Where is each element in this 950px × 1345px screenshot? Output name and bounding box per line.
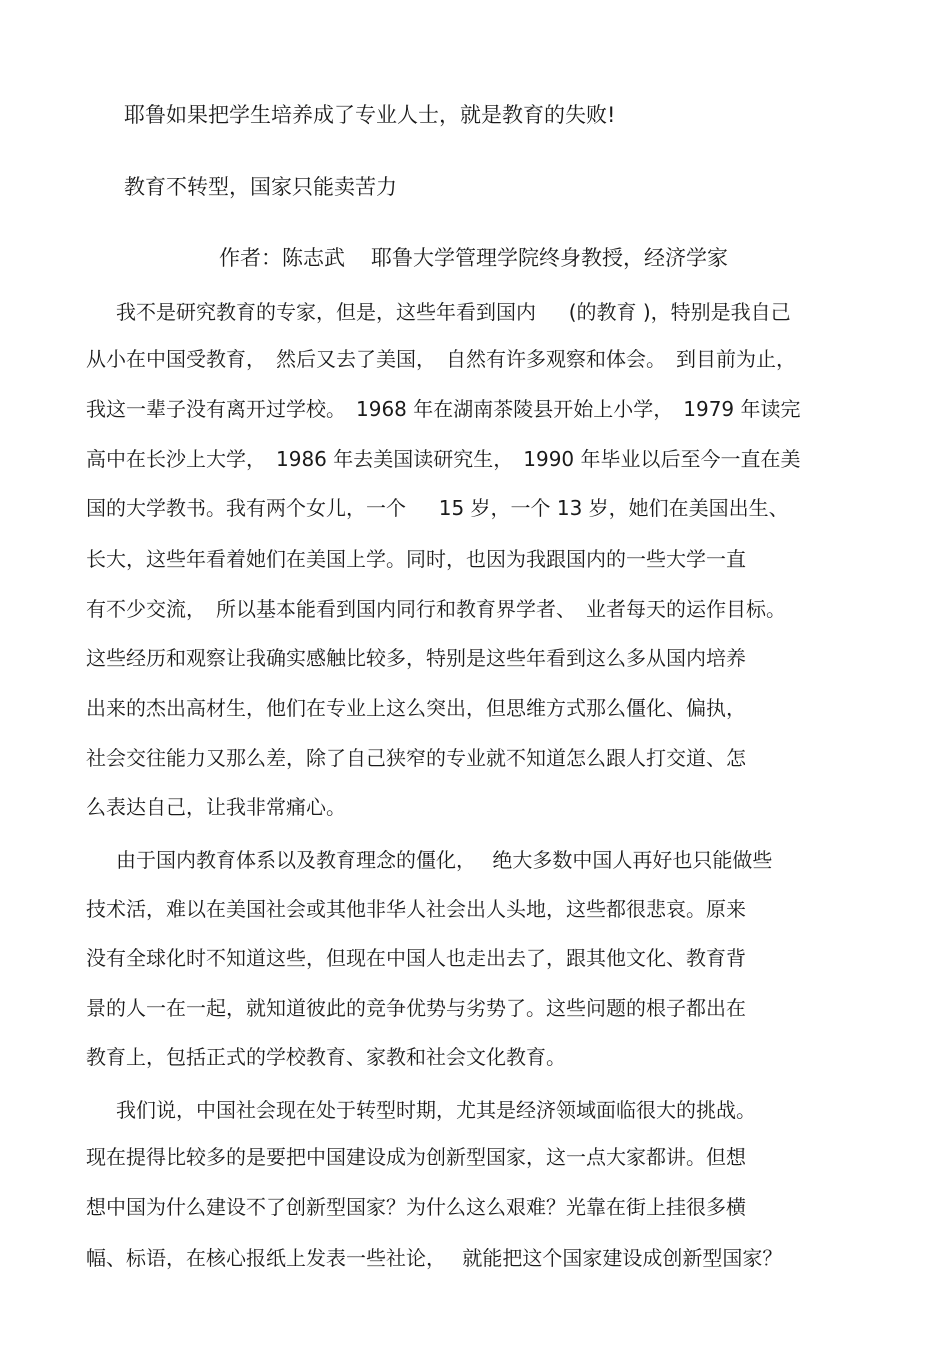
paragraph-1-line-3: 我这一辈子没有离开过学校。 1968 年在湖南茶陵县开始上小学， 1979 年读完	[86, 397, 801, 421]
paragraph-1-line-1: 我不是研究教育的专家，但是，这些年看到国内 (的教育 )，特别是我自己	[116, 300, 791, 324]
paragraph-2-line-2: 技术活，难以在美国社会或其他非华人社会出人头地，这些都很悲哀。原来	[86, 897, 746, 921]
document-title: 耶鲁如果把学生培养成了专业人士，就是教育的失败!	[124, 103, 616, 127]
document-subtitle: 教育不转型，国家只能卖苦力	[124, 175, 397, 199]
paragraph-2-line-1: 由于国内教育体系以及教育理念的僵化， 绝大多数中国人再好也只能做些	[116, 848, 773, 872]
byline	[219, 244, 728, 272]
paragraph-3-line-3: 想中国为什么建设不了创新型国家？为什么这么艰难？光靠在街上挂很多横	[86, 1195, 746, 1219]
paragraph-1-line-4: 高中在长沙上大学， 1986 年去美国读研究生， 1990 年毕业以后至今一直在美	[86, 447, 801, 471]
paragraph-2-line-4: 景的人一在一起，就知道彼此的竞争优势与劣势了。这些问题的根子都出在	[86, 996, 746, 1020]
paragraph-1-line-11: 么表达自己，让我非常痛心。	[86, 795, 346, 819]
author-title: 耶鲁大学管理学院终身教授，经济学家	[371, 246, 728, 270]
paragraph-1-line-2: 从小在中国受教育， 然后又去了美国， 自然有许多观察和体会。 到目前为止，	[86, 347, 796, 371]
paragraph-1-line-10: 社会交往能力又那么差，除了自己狭窄的专业就不知道怎么跟人打交道、怎	[86, 746, 746, 770]
author-name: 作者：陈志武	[219, 246, 345, 270]
paragraph-3-line-4: 幅、标语，在核心报纸上发表一些社论， 就能把这个国家建设成创新型国家？	[86, 1246, 783, 1270]
paragraph-3-line-2: 现在提得比较多的是要把中国建设成为创新型国家，这一点大家都讲。但想	[86, 1145, 746, 1169]
paragraph-1-line-9: 出来的杰出高材生，他们在专业上这么突出，但思维方式那么僵化、偏执，	[86, 696, 746, 720]
paragraph-3-line-1: 我们说，中国社会现在处于转型时期，尤其是经济领域面临很大的挑战。	[116, 1098, 756, 1122]
paragraph-2-line-3: 没有全球化时不知道这些，但现在中国人也走出去了，跟其他文化、教育背	[86, 946, 746, 970]
paragraph-1-line-8: 这些经历和观察让我确实感触比较多，特别是这些年看到这么多从国内培养	[86, 646, 746, 670]
paragraph-1-line-6: 长大，这些年看着她们在美国上学。同时，也因为我跟国内的一些大学一直	[86, 547, 746, 571]
paragraph-1-line-5: 国的大学教书。我有两个女儿，一个 15 岁，一个 13 岁，她们在美国出生、	[86, 496, 789, 520]
paragraph-1-line-7: 有不少交流， 所以基本能看到国内同行和教育界学者、 业者每天的运作目标。	[86, 597, 786, 621]
paragraph-2-line-5: 教育上，包括正式的学校教育、家教和社会文化教育。	[86, 1045, 566, 1069]
